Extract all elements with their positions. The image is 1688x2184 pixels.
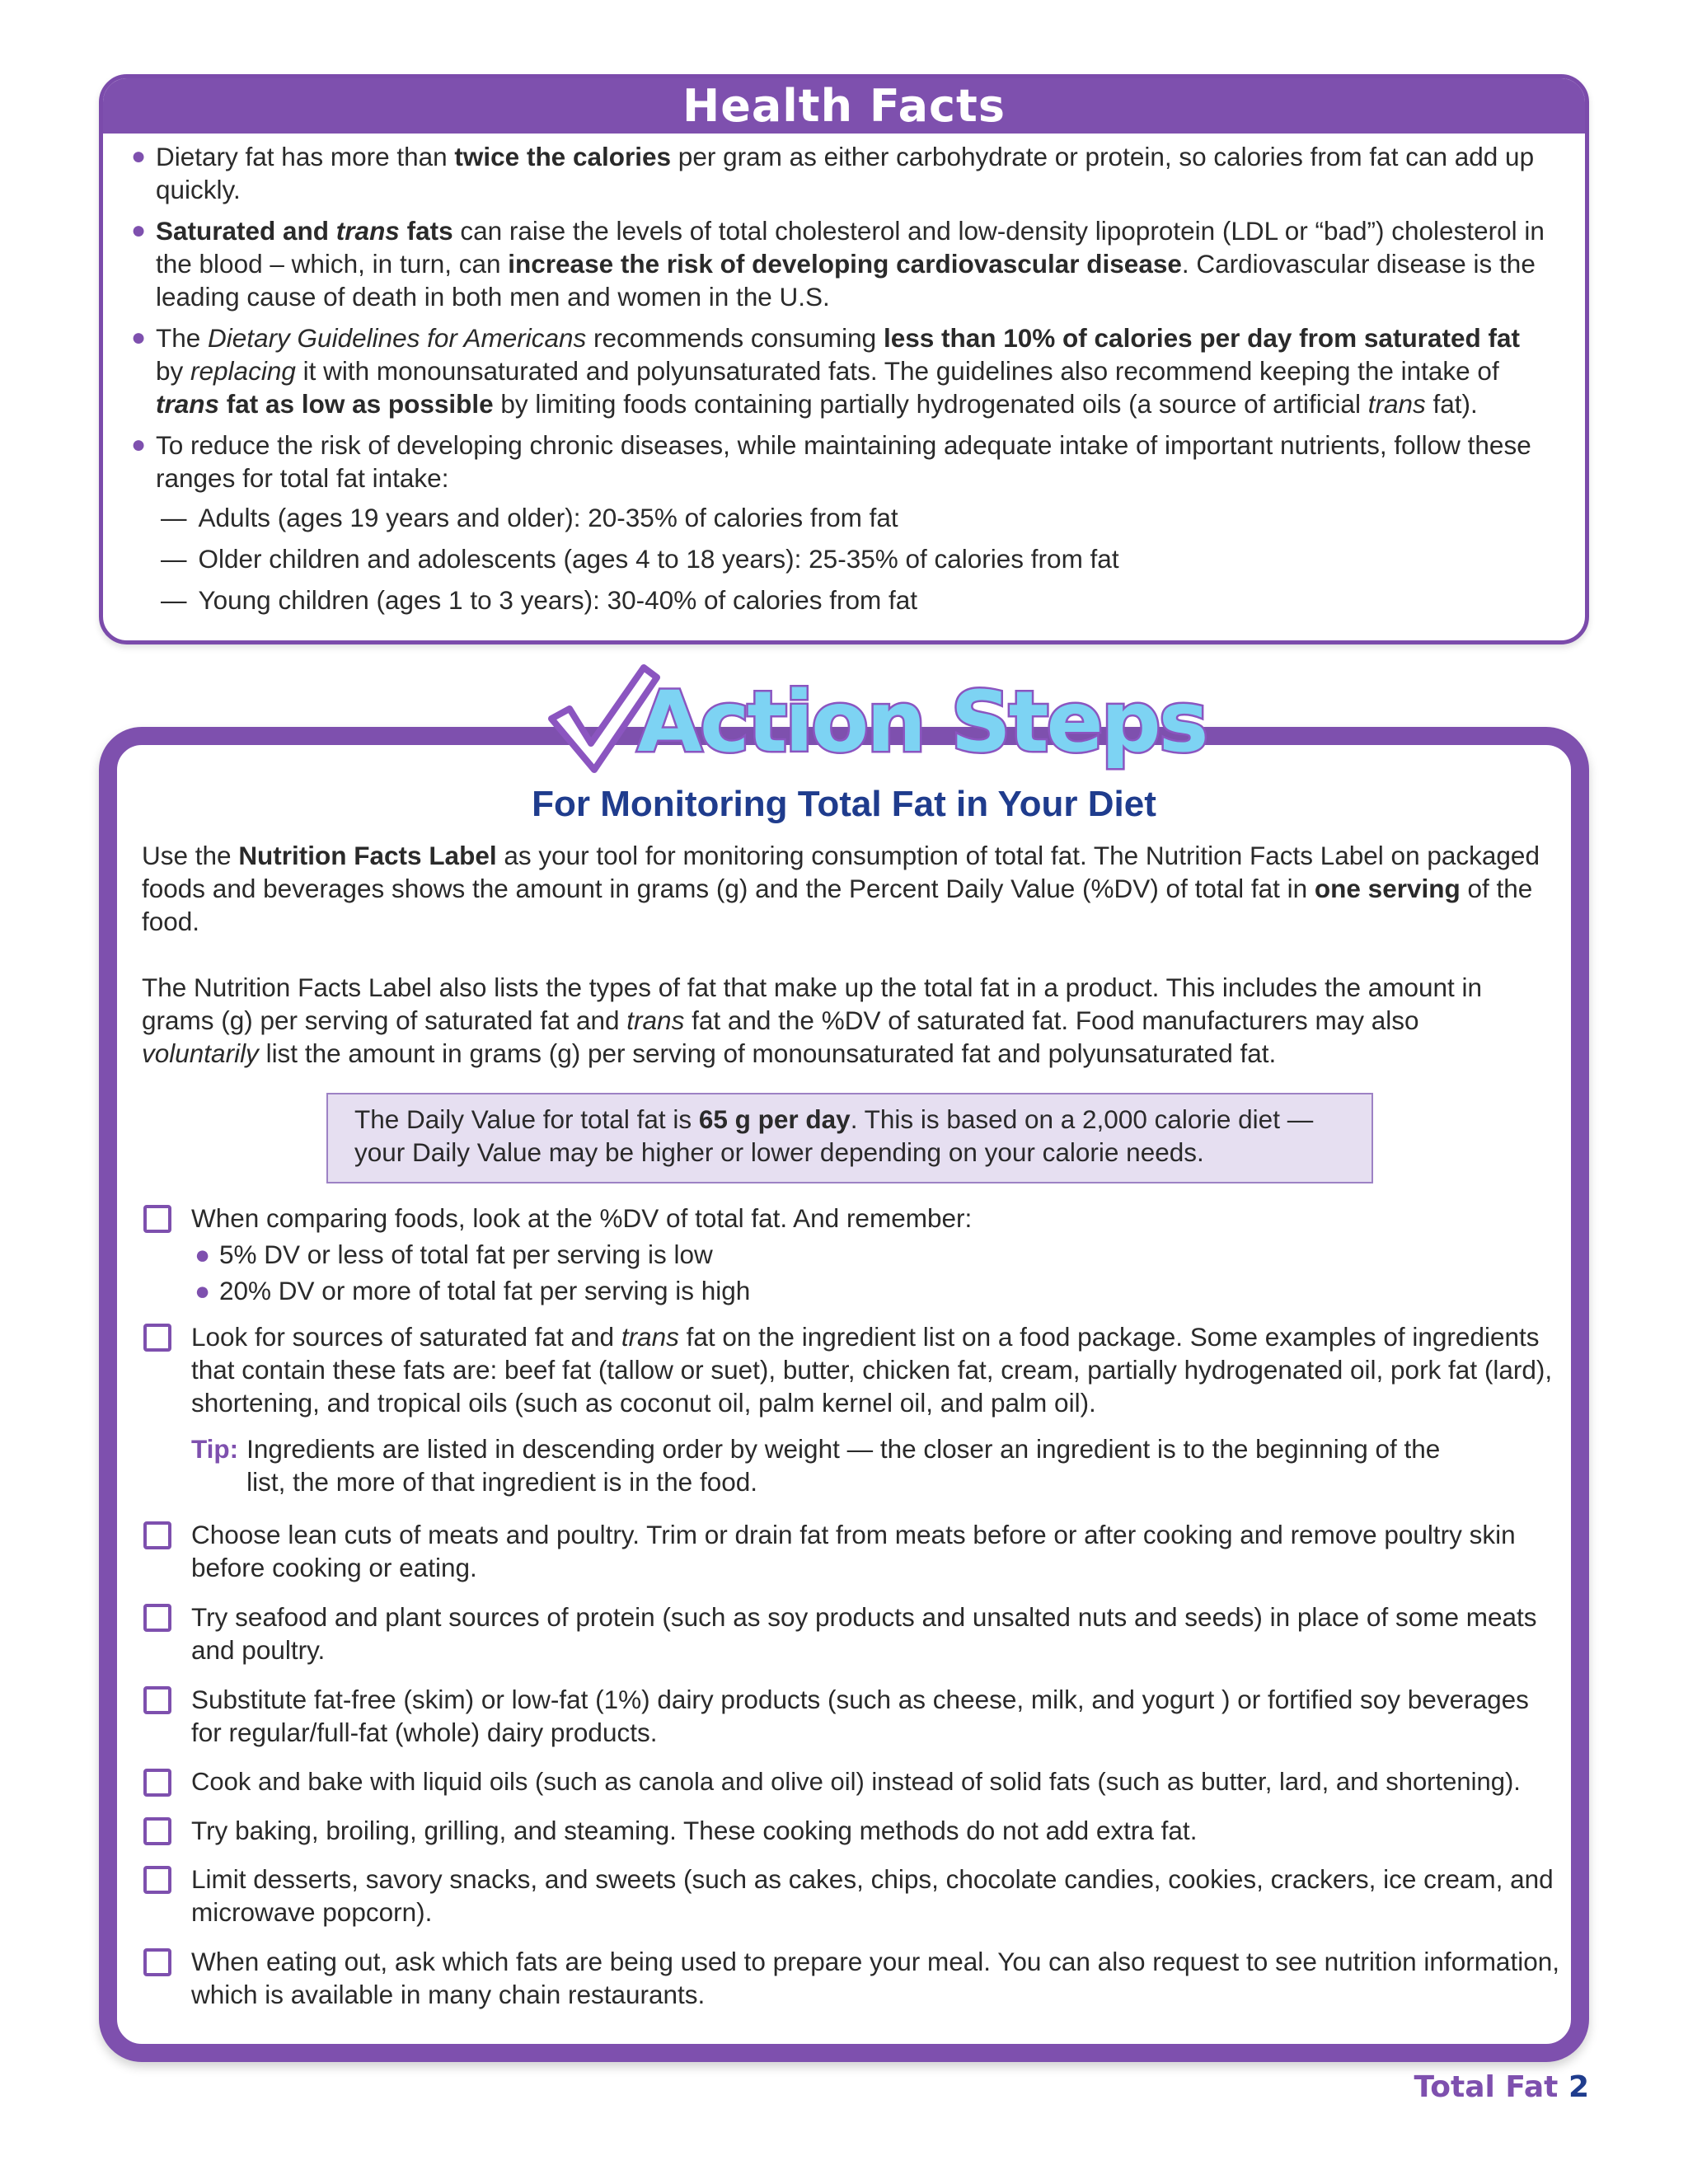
tip-note: Tip: Ingredients are listed in descending order by weight — the closer an ingredient is to the beginning of the list, the more of that ingredient is in the food. — [191, 1434, 1441, 1497]
intro-paragraph: Use the Nutrition Facts Label as your tool for monitoring consumption of total fat. The Nutrition Facts Label on packaged foods and beverages shows the amount in grams (g) and the Percent Daily Value (%DV) of total fat in one serving of the food. — [142, 841, 1540, 936]
checklist-item: Cook and bake with liquid oils (such as canola and olive oil) instead of solid fats (such as butter, lard, and shortening). — [142, 1765, 1559, 1798]
checkbox[interactable] — [143, 1324, 171, 1352]
intro-paragraph: The Nutrition Facts Label also lists the types of fat that make up the total fat in a product. This includes the amount in grams (g) per serving of saturated fat and trans fat and the %DV of saturated fat. Food manufacturers may also voluntarily list the amount in grams (g) per serving of monounsaturated fat and polyunsaturated fat. — [142, 972, 1483, 1068]
bullet-icon: ● — [195, 1240, 211, 1269]
checklist-item: When eating out, ask which fats are being used to prepare your meal. You can also request to see nutrition information, which is available in many chain restaurants. — [142, 1945, 1559, 2011]
health-facts-box — [99, 74, 1589, 644]
action-steps-intro — [142, 839, 1543, 1103]
checkbox[interactable] — [143, 1866, 171, 1894]
fat-range-item: — Young children (ages 1 to 3 years): 30-40% of calories from fat — [161, 585, 918, 615]
tip-label: Tip: — [191, 1434, 239, 1464]
checklist-item: When comparing foods, look at the %DV of total fat. And remember: ● 5% DV or less of total fat per serving is low ● 20% DV or more of total fat per serving is high — [142, 1202, 1559, 1310]
checklist-item: Try baking, broiling, grilling, and steaming. These cooking methods do not add extra fat. — [142, 1814, 1559, 1847]
bullet-icon: ● — [131, 143, 147, 170]
bullet-icon: ● — [131, 324, 147, 351]
fat-range-item: — Adults (ages 19 years and older): 20-35% of calories from fat — [161, 503, 898, 532]
checkbox[interactable] — [143, 1205, 171, 1233]
checklist-item: Limit desserts, savory snacks, and sweets (such as cakes, chips, chocolate candies, cookies, crackers, ice cream, and microwave popcorn). — [142, 1863, 1559, 1929]
health-fact-item: ● To reduce the risk of developing chronic diseases, while maintaining adequate intake of important nutrients, follow these ranges for total fat intake: — Adults (ages 19 years and older): 20-35% of calories from fat — Older children and adolescents (ages 4 to 18 years): 25-35% of calories from fat — Young children (ages 1 to 3 years): 30-40% of calories from fat — [156, 429, 1552, 616]
page-footer: Total Fat 2 — [1414, 2070, 1589, 2104]
page-number: 2 — [1568, 2070, 1589, 2104]
bullet-icon: ● — [131, 217, 147, 244]
health-fact-item: ● Saturated and trans fats can raise the levels of total cholesterol and low-density lipoprotein (LDL or “bad”) cholesterol in the blood – which, in turn, can increase the risk of developing cardiovascular disease. Cardiovascular disease is the leading cause of death in both men and women in the U.S. — [131, 216, 1545, 312]
fat-range-item: — Older children and adolescents (ages 4 to 18 years): 25-35% of calories from fat — [161, 544, 1119, 574]
action-steps-banner — [540, 659, 1207, 783]
checkbox[interactable] — [143, 1686, 171, 1714]
bullet-icon: ● — [131, 431, 147, 458]
health-facts-title: Health Facts — [682, 80, 1006, 132]
bullet-icon: ● — [195, 1276, 211, 1305]
checkbox[interactable] — [143, 1604, 171, 1632]
dv-bullet-list: ● 5% DV or less of total fat per serving is low ● 20% DV or more of total fat per serving is high — [195, 1240, 751, 1305]
action-steps-title: Action Steps — [637, 673, 1207, 771]
checkbox[interactable] — [143, 1769, 171, 1797]
health-facts-header — [103, 78, 1585, 134]
fat-range-list — [161, 501, 1552, 616]
health-fact-item: ● The Dietary Guidelines for Americans recommends consuming less than 10% of calories per day from saturated fat by replacing it with monounsaturated and polyunsaturated fats. The guidelines also recommend keeping the intake of trans fat as low as possible by limiting foods containing partially hydrogenated oils (a source of artificial trans fat). — [131, 323, 1520, 419]
checklist-item: Look for sources of saturated fat and trans fat on the ingredient list on a food package. Some examples of ingredients that contain these fats are: beef fat (tallow or suet), butter, chicken fat, cream, partially hydrogenated oil, pork fat (lard), shortening, and tropical oils (such as coconut oil, palm kernel oil, and palm oil). Tip: Ingredients are listed in descending order by weight — the closer an ingredient is to the beginning of the list, the more of that ingredient is in the food. — [142, 1320, 1559, 1498]
checkbox[interactable] — [143, 1948, 171, 1976]
checkbox[interactable] — [143, 1817, 171, 1845]
checkbox[interactable] — [143, 1521, 171, 1549]
checklist-item: Try seafood and plant sources of protein (such as soy products and unsalted nuts and seeds) in place of some meats and poultry. — [142, 1601, 1559, 1666]
daily-value-callout: The Daily Value for total fat is 65 g per day. This is based on a 2,000 calorie diet — your Daily Value may be higher or lower depending on your calorie needs. — [326, 1093, 1373, 1183]
checklist-item: Substitute fat-free (skim) or low-fat (1%) dairy products (such as cheese, milk, and yogurt ) or fortified soy beverages for regular/full-fat (whole) dairy products. — [142, 1683, 1559, 1749]
health-fact-item: ● Dietary fat has more than twice the calories per gram as either carbohydrate or protein, so calories from fat can add up quickly. — [131, 142, 1535, 204]
action-steps-subtitle: For Monitoring Total Fat in Your Diet — [532, 784, 1156, 824]
checklist-item: Choose lean cuts of meats and poultry. Trim or drain fat from meats before or after cooking and remove poultry skin before cooking or eating. — [142, 1518, 1559, 1584]
health-facts-list — [103, 134, 1585, 616]
